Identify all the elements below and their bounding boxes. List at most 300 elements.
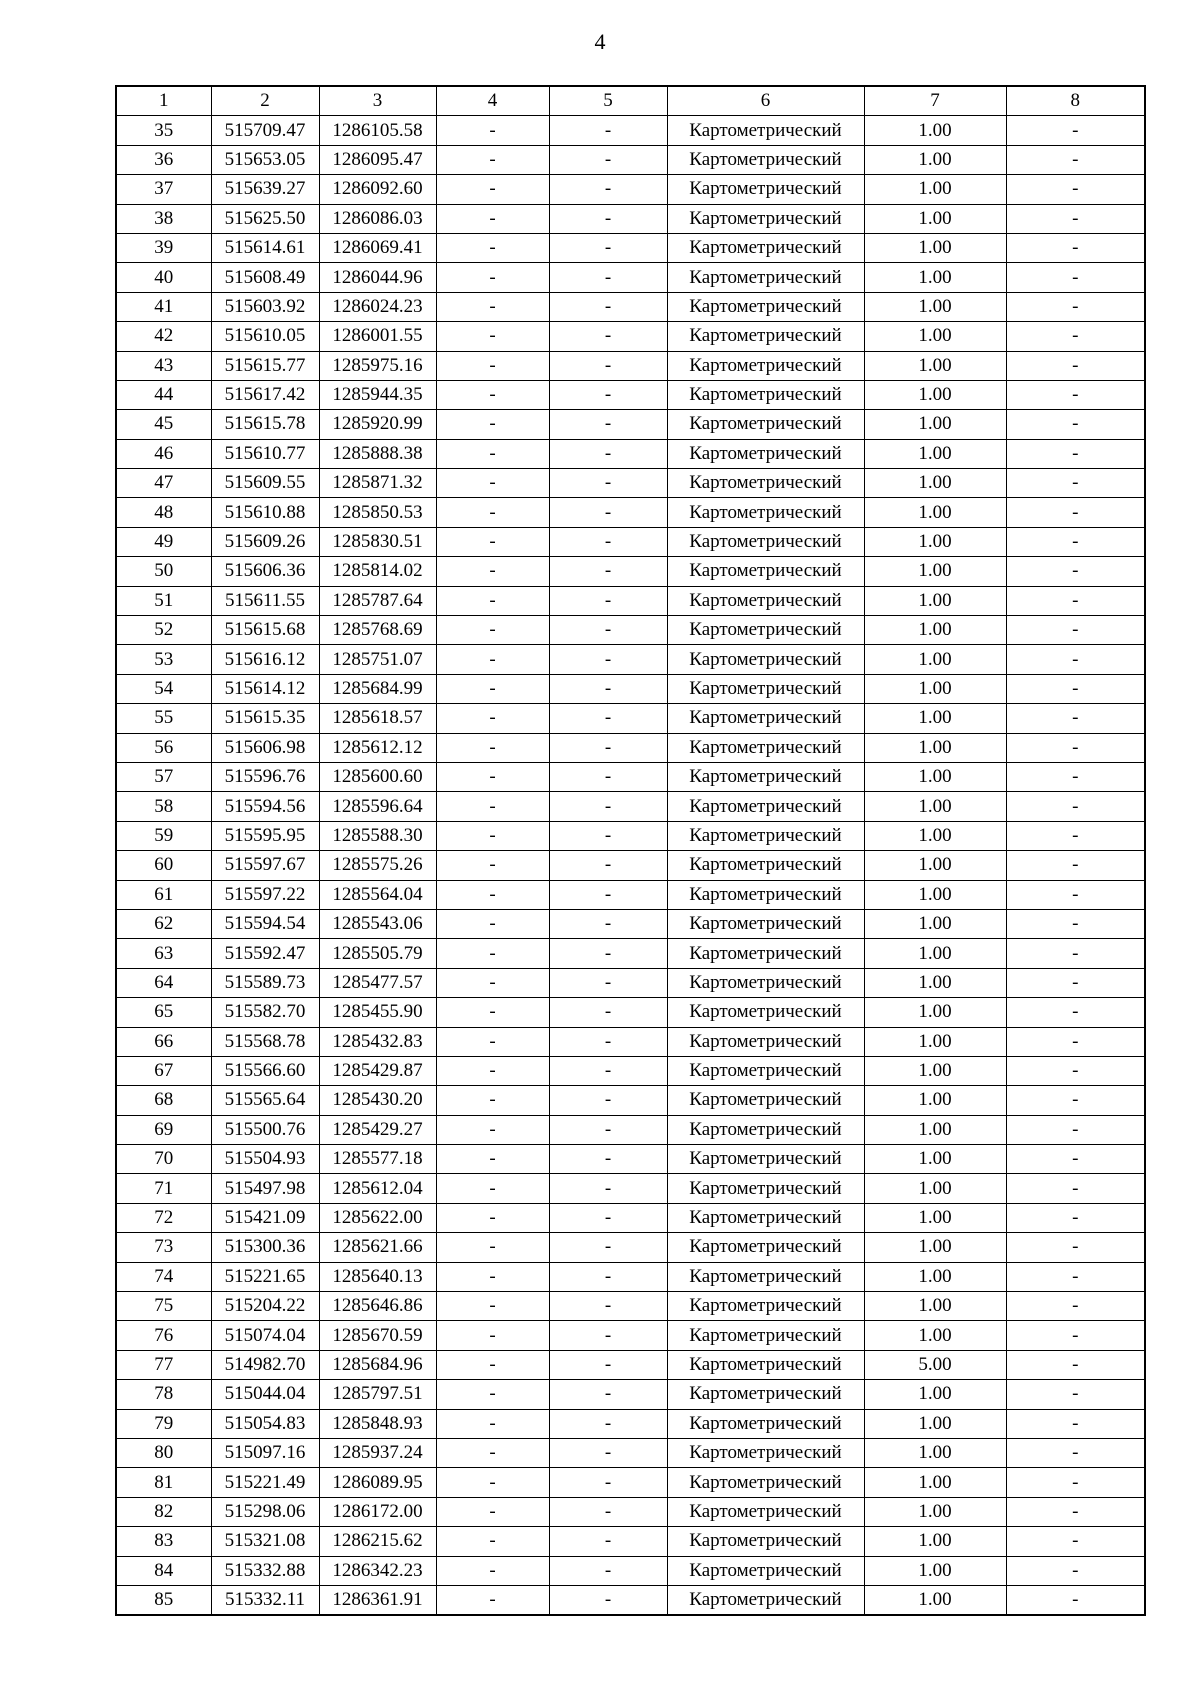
column-8-cell: -	[1006, 263, 1145, 292]
column-5-cell: -	[549, 498, 667, 527]
accuracy-cell: 1.00	[864, 1115, 1006, 1144]
point-number-cell: 54	[116, 674, 211, 703]
point-number-cell: 69	[116, 1115, 211, 1144]
table-row	[116, 792, 1145, 821]
column-8-cell: -	[1006, 792, 1145, 821]
accuracy-cell: 1.00	[864, 762, 1006, 791]
column-4-cell: -	[436, 851, 549, 880]
y-coordinate-cell: 1285888.38	[319, 439, 436, 468]
y-coordinate-cell: 1285505.79	[319, 939, 436, 968]
accuracy-cell: 1.00	[864, 1497, 1006, 1526]
point-number-cell: 85	[116, 1585, 211, 1615]
column-5-cell: -	[549, 1292, 667, 1321]
method-cell: Картометрический	[667, 968, 864, 997]
column-5-cell: -	[549, 880, 667, 909]
column-8-cell: -	[1006, 851, 1145, 880]
column-4-cell: -	[436, 1438, 549, 1467]
table-row	[116, 1174, 1145, 1203]
table-row	[116, 1409, 1145, 1438]
x-coordinate-cell: 515568.78	[211, 1027, 319, 1056]
column-4-cell: -	[436, 1321, 549, 1350]
y-coordinate-cell: 1285684.96	[319, 1350, 436, 1379]
method-cell: Картометрический	[667, 292, 864, 321]
column-8-cell: -	[1006, 351, 1145, 380]
x-coordinate-cell: 515582.70	[211, 998, 319, 1027]
x-coordinate-cell: 515298.06	[211, 1497, 319, 1526]
method-cell: Картометрический	[667, 1292, 864, 1321]
method-cell: Картометрический	[667, 1115, 864, 1144]
method-cell: Картометрический	[667, 1174, 864, 1203]
accuracy-cell: 1.00	[864, 968, 1006, 997]
y-coordinate-cell: 1285600.60	[319, 762, 436, 791]
point-number-cell: 59	[116, 821, 211, 850]
x-coordinate-cell: 515589.73	[211, 968, 319, 997]
column-4-cell: -	[436, 1203, 549, 1232]
accuracy-cell: 1.00	[864, 116, 1006, 145]
y-coordinate-cell: 1286172.00	[319, 1497, 436, 1526]
y-coordinate-cell: 1285871.32	[319, 469, 436, 498]
point-number-cell: 81	[116, 1468, 211, 1497]
accuracy-cell: 1.00	[864, 1409, 1006, 1438]
x-coordinate-cell: 514982.70	[211, 1350, 319, 1379]
column-8-cell: -	[1006, 1409, 1145, 1438]
y-coordinate-cell: 1285477.57	[319, 968, 436, 997]
column-4-cell: -	[436, 527, 549, 556]
method-cell: Картометрический	[667, 1203, 864, 1232]
column-header-6: 6	[667, 86, 864, 116]
column-4-cell: -	[436, 1409, 549, 1438]
point-number-cell: 61	[116, 880, 211, 909]
method-cell: Картометрический	[667, 1145, 864, 1174]
x-coordinate-cell: 515597.22	[211, 880, 319, 909]
column-4-cell: -	[436, 292, 549, 321]
accuracy-cell: 1.00	[864, 586, 1006, 615]
column-5-cell: -	[549, 645, 667, 674]
y-coordinate-cell: 1286089.95	[319, 1468, 436, 1497]
x-coordinate-cell: 515204.22	[211, 1292, 319, 1321]
point-number-cell: 41	[116, 292, 211, 321]
accuracy-cell: 1.00	[864, 410, 1006, 439]
column-8-cell: -	[1006, 1115, 1145, 1144]
column-header-4: 4	[436, 86, 549, 116]
method-cell: Картометрический	[667, 557, 864, 586]
accuracy-cell: 1.00	[864, 557, 1006, 586]
table-row	[116, 1350, 1145, 1379]
x-coordinate-cell: 515639.27	[211, 175, 319, 204]
column-5-cell: -	[549, 1497, 667, 1526]
y-coordinate-cell: 1285432.83	[319, 1027, 436, 1056]
column-4-cell: -	[436, 1056, 549, 1085]
table-row	[116, 762, 1145, 791]
column-8-cell: -	[1006, 439, 1145, 468]
y-coordinate-cell: 1285543.06	[319, 909, 436, 938]
point-number-cell: 63	[116, 939, 211, 968]
column-4-cell: -	[436, 1145, 549, 1174]
x-coordinate-cell: 515500.76	[211, 1115, 319, 1144]
method-cell: Картометрический	[667, 263, 864, 292]
column-8-cell: -	[1006, 762, 1145, 791]
column-4-cell: -	[436, 1585, 549, 1615]
column-5-cell: -	[549, 204, 667, 233]
point-number-cell: 72	[116, 1203, 211, 1232]
column-5-cell: -	[549, 1174, 667, 1203]
x-coordinate-cell: 515321.08	[211, 1527, 319, 1556]
point-number-cell: 37	[116, 175, 211, 204]
column-4-cell: -	[436, 116, 549, 145]
accuracy-cell: 1.00	[864, 527, 1006, 556]
column-8-cell: -	[1006, 469, 1145, 498]
column-8-cell: -	[1006, 1468, 1145, 1497]
method-cell: Картометрический	[667, 674, 864, 703]
column-8-cell: -	[1006, 175, 1145, 204]
y-coordinate-cell: 1285429.87	[319, 1056, 436, 1085]
table-row	[116, 1203, 1145, 1232]
x-coordinate-cell: 515097.16	[211, 1438, 319, 1467]
x-coordinate-cell: 515609.55	[211, 469, 319, 498]
column-8-cell: -	[1006, 733, 1145, 762]
table-row	[116, 586, 1145, 615]
column-8-cell: -	[1006, 704, 1145, 733]
column-8-cell: -	[1006, 1027, 1145, 1056]
table-row	[116, 175, 1145, 204]
table-row	[116, 1556, 1145, 1585]
table-row	[116, 292, 1145, 321]
y-coordinate-cell: 1285618.57	[319, 704, 436, 733]
x-coordinate-cell: 515617.42	[211, 380, 319, 409]
x-coordinate-cell: 515615.68	[211, 616, 319, 645]
y-coordinate-cell: 1285944.35	[319, 380, 436, 409]
column-5-cell: -	[549, 1203, 667, 1232]
column-4-cell: -	[436, 1262, 549, 1291]
column-8-cell: -	[1006, 1497, 1145, 1526]
x-coordinate-cell: 515597.67	[211, 851, 319, 880]
point-number-cell: 58	[116, 792, 211, 821]
column-5-cell: -	[549, 1145, 667, 1174]
point-number-cell: 47	[116, 469, 211, 498]
column-8-cell: -	[1006, 380, 1145, 409]
accuracy-cell: 1.00	[864, 1585, 1006, 1615]
point-number-cell: 38	[116, 204, 211, 233]
y-coordinate-cell: 1285787.64	[319, 586, 436, 615]
column-4-cell: -	[436, 704, 549, 733]
column-5-cell: -	[549, 469, 667, 498]
point-number-cell: 84	[116, 1556, 211, 1585]
column-5-cell: -	[549, 292, 667, 321]
column-4-cell: -	[436, 1468, 549, 1497]
column-4-cell: -	[436, 233, 549, 262]
point-number-cell: 78	[116, 1380, 211, 1409]
table-row	[116, 116, 1145, 145]
column-8-cell: -	[1006, 998, 1145, 1027]
table-row	[116, 498, 1145, 527]
accuracy-cell: 1.00	[864, 1203, 1006, 1232]
point-number-cell: 48	[116, 498, 211, 527]
accuracy-cell: 1.00	[864, 351, 1006, 380]
table-row	[116, 821, 1145, 850]
method-cell: Картометрический	[667, 175, 864, 204]
table-row	[116, 1027, 1145, 1056]
column-8-cell: -	[1006, 498, 1145, 527]
method-cell: Картометрический	[667, 410, 864, 439]
y-coordinate-cell: 1286069.41	[319, 233, 436, 262]
y-coordinate-cell: 1286095.47	[319, 145, 436, 174]
column-5-cell: -	[549, 145, 667, 174]
accuracy-cell: 1.00	[864, 1438, 1006, 1467]
x-coordinate-cell: 515054.83	[211, 1409, 319, 1438]
accuracy-cell: 1.00	[864, 233, 1006, 262]
column-8-cell: -	[1006, 1321, 1145, 1350]
column-8-cell: -	[1006, 909, 1145, 938]
column-5-cell: -	[549, 410, 667, 439]
column-8-cell: -	[1006, 292, 1145, 321]
column-4-cell: -	[436, 1556, 549, 1585]
column-header-7: 7	[864, 86, 1006, 116]
y-coordinate-cell: 1285670.59	[319, 1321, 436, 1350]
column-4-cell: -	[436, 1233, 549, 1262]
table-row	[116, 1497, 1145, 1526]
y-coordinate-cell: 1285848.93	[319, 1409, 436, 1438]
point-number-cell: 73	[116, 1233, 211, 1262]
method-cell: Картометрический	[667, 1262, 864, 1291]
column-4-cell: -	[436, 175, 549, 204]
method-cell: Картометрический	[667, 1056, 864, 1085]
column-5-cell: -	[549, 1527, 667, 1556]
table-row	[116, 674, 1145, 703]
column-4-cell: -	[436, 322, 549, 351]
y-coordinate-cell: 1285640.13	[319, 1262, 436, 1291]
y-coordinate-cell: 1285622.00	[319, 1203, 436, 1232]
accuracy-cell: 1.00	[864, 674, 1006, 703]
y-coordinate-cell: 1285920.99	[319, 410, 436, 439]
point-number-cell: 74	[116, 1262, 211, 1291]
method-cell: Картометрический	[667, 704, 864, 733]
column-5-cell: -	[549, 1350, 667, 1379]
table-row	[116, 410, 1145, 439]
accuracy-cell: 1.00	[864, 1380, 1006, 1409]
column-5-cell: -	[549, 1556, 667, 1585]
point-number-cell: 35	[116, 116, 211, 145]
column-8-cell: -	[1006, 1145, 1145, 1174]
point-number-cell: 62	[116, 909, 211, 938]
column-5-cell: -	[549, 1438, 667, 1467]
accuracy-cell: 1.00	[864, 821, 1006, 850]
column-8-cell: -	[1006, 233, 1145, 262]
x-coordinate-cell: 515595.95	[211, 821, 319, 850]
table-row	[116, 1321, 1145, 1350]
accuracy-cell: 1.00	[864, 204, 1006, 233]
column-5-cell: -	[549, 116, 667, 145]
accuracy-cell: 1.00	[864, 909, 1006, 938]
column-5-cell: -	[549, 939, 667, 968]
accuracy-cell: 1.00	[864, 263, 1006, 292]
accuracy-cell: 1.00	[864, 292, 1006, 321]
x-coordinate-cell: 515044.04	[211, 1380, 319, 1409]
x-coordinate-cell: 515615.35	[211, 704, 319, 733]
column-4-cell: -	[436, 998, 549, 1027]
accuracy-cell: 1.00	[864, 1145, 1006, 1174]
column-8-cell: -	[1006, 1086, 1145, 1115]
column-8-cell: -	[1006, 1262, 1145, 1291]
y-coordinate-cell: 1285596.64	[319, 792, 436, 821]
y-coordinate-cell: 1285588.30	[319, 821, 436, 850]
x-coordinate-cell: 515608.49	[211, 263, 319, 292]
table-row	[116, 880, 1145, 909]
column-header-2: 2	[211, 86, 319, 116]
method-cell: Картометрический	[667, 351, 864, 380]
accuracy-cell: 1.00	[864, 145, 1006, 174]
x-coordinate-cell: 515610.05	[211, 322, 319, 351]
table-row	[116, 322, 1145, 351]
column-4-cell: -	[436, 733, 549, 762]
column-header-3: 3	[319, 86, 436, 116]
column-4-cell: -	[436, 204, 549, 233]
accuracy-cell: 1.00	[864, 1174, 1006, 1203]
point-number-cell: 49	[116, 527, 211, 556]
table-row	[116, 1527, 1145, 1556]
method-cell: Картометрический	[667, 792, 864, 821]
accuracy-cell: 1.00	[864, 792, 1006, 821]
accuracy-cell: 1.00	[864, 733, 1006, 762]
accuracy-cell: 1.00	[864, 498, 1006, 527]
method-cell: Картометрический	[667, 1527, 864, 1556]
column-4-cell: -	[436, 469, 549, 498]
method-cell: Картометрический	[667, 116, 864, 145]
accuracy-cell: 1.00	[864, 1468, 1006, 1497]
column-8-cell: -	[1006, 645, 1145, 674]
column-8-cell: -	[1006, 527, 1145, 556]
column-8-cell: -	[1006, 1438, 1145, 1467]
column-5-cell: -	[549, 439, 667, 468]
table-header-row	[116, 86, 1145, 116]
page-number: 4	[594, 29, 606, 54]
y-coordinate-cell: 1286024.23	[319, 292, 436, 321]
column-8-cell: -	[1006, 1585, 1145, 1615]
x-coordinate-cell: 515625.50	[211, 204, 319, 233]
point-number-cell: 76	[116, 1321, 211, 1350]
table-row	[116, 1056, 1145, 1085]
point-number-cell: 71	[116, 1174, 211, 1203]
accuracy-cell: 1.00	[864, 880, 1006, 909]
x-coordinate-cell: 515332.88	[211, 1556, 319, 1585]
y-coordinate-cell: 1285430.20	[319, 1086, 436, 1115]
table-row	[116, 527, 1145, 556]
table-row	[116, 616, 1145, 645]
point-number-cell: 57	[116, 762, 211, 791]
table-row	[116, 1292, 1145, 1321]
table-row	[116, 1115, 1145, 1144]
column-5-cell: -	[549, 1468, 667, 1497]
column-5-cell: -	[549, 1233, 667, 1262]
column-5-cell: -	[549, 1086, 667, 1115]
table-row	[116, 1468, 1145, 1497]
table-row	[116, 968, 1145, 997]
column-8-cell: -	[1006, 616, 1145, 645]
table-row	[116, 733, 1145, 762]
x-coordinate-cell: 515615.77	[211, 351, 319, 380]
y-coordinate-cell: 1285612.12	[319, 733, 436, 762]
coordinates-table	[115, 85, 1146, 1616]
accuracy-cell: 1.00	[864, 322, 1006, 351]
x-coordinate-cell: 515606.36	[211, 557, 319, 586]
point-number-cell: 83	[116, 1527, 211, 1556]
column-5-cell: -	[549, 733, 667, 762]
method-cell: Картометрический	[667, 1556, 864, 1585]
x-coordinate-cell: 515616.12	[211, 645, 319, 674]
y-coordinate-cell: 1285684.99	[319, 674, 436, 703]
y-coordinate-cell: 1286092.60	[319, 175, 436, 204]
column-4-cell: -	[436, 792, 549, 821]
column-8-cell: -	[1006, 586, 1145, 615]
x-coordinate-cell: 515594.56	[211, 792, 319, 821]
method-cell: Картометрический	[667, 1350, 864, 1379]
table-row	[116, 233, 1145, 262]
accuracy-cell: 1.00	[864, 1056, 1006, 1085]
method-cell: Картометрический	[667, 498, 864, 527]
column-4-cell: -	[436, 909, 549, 938]
column-4-cell: -	[436, 1350, 549, 1379]
y-coordinate-cell: 1286215.62	[319, 1527, 436, 1556]
point-number-cell: 77	[116, 1350, 211, 1379]
column-5-cell: -	[549, 233, 667, 262]
column-4-cell: -	[436, 1115, 549, 1144]
x-coordinate-cell: 515614.12	[211, 674, 319, 703]
method-cell: Картометрический	[667, 1027, 864, 1056]
column-4-cell: -	[436, 498, 549, 527]
column-5-cell: -	[549, 704, 667, 733]
y-coordinate-cell: 1286086.03	[319, 204, 436, 233]
y-coordinate-cell: 1285577.18	[319, 1145, 436, 1174]
column-5-cell: -	[549, 263, 667, 292]
column-4-cell: -	[436, 674, 549, 703]
column-4-cell: -	[436, 586, 549, 615]
y-coordinate-cell: 1286001.55	[319, 322, 436, 351]
y-coordinate-cell: 1285646.86	[319, 1292, 436, 1321]
accuracy-cell: 1.00	[864, 175, 1006, 204]
point-number-cell: 36	[116, 145, 211, 174]
y-coordinate-cell: 1285850.53	[319, 498, 436, 527]
x-coordinate-cell: 515610.88	[211, 498, 319, 527]
point-number-cell: 51	[116, 586, 211, 615]
column-header-8: 8	[1006, 86, 1145, 116]
column-4-cell: -	[436, 1380, 549, 1409]
method-cell: Картометрический	[667, 527, 864, 556]
point-number-cell: 60	[116, 851, 211, 880]
y-coordinate-cell: 1285429.27	[319, 1115, 436, 1144]
method-cell: Картометрический	[667, 1233, 864, 1262]
table-header	[116, 86, 1145, 116]
point-number-cell: 55	[116, 704, 211, 733]
y-coordinate-cell: 1285830.51	[319, 527, 436, 556]
column-5-cell: -	[549, 616, 667, 645]
table-row	[116, 704, 1145, 733]
accuracy-cell: 1.00	[864, 469, 1006, 498]
method-cell: Картометрический	[667, 1438, 864, 1467]
method-cell: Картометрический	[667, 939, 864, 968]
column-8-cell: -	[1006, 322, 1145, 351]
method-cell: Картометрический	[667, 322, 864, 351]
table-row	[116, 1086, 1145, 1115]
column-8-cell: -	[1006, 1203, 1145, 1232]
y-coordinate-cell: 1285975.16	[319, 351, 436, 380]
x-coordinate-cell: 515594.54	[211, 909, 319, 938]
column-4-cell: -	[436, 616, 549, 645]
table-row	[116, 851, 1145, 880]
method-cell: Картометрический	[667, 145, 864, 174]
table-row	[116, 1585, 1145, 1615]
table-row	[116, 204, 1145, 233]
table-row	[116, 1380, 1145, 1409]
table-row	[116, 939, 1145, 968]
